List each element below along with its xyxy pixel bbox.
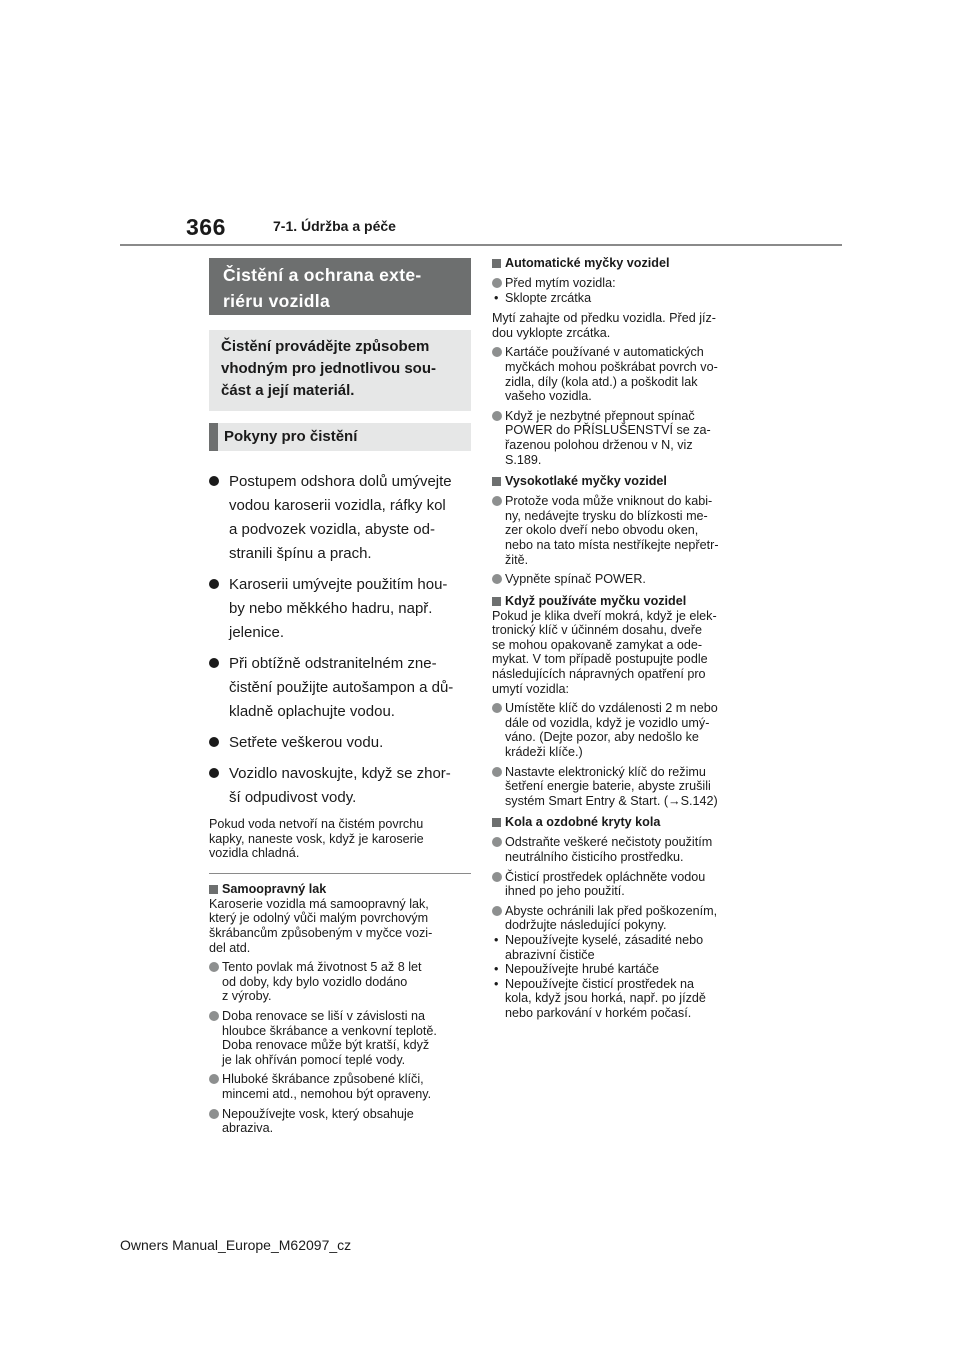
list-item-line: je lak ohříván pomocí teplé vody. bbox=[222, 1052, 406, 1067]
list-item bbox=[492, 765, 760, 809]
list-item-line: čistění použijte autošampon a dů- bbox=[229, 679, 454, 696]
square-bullet-icon bbox=[209, 885, 218, 894]
auto-wash-title: Automatické myčky vozidel bbox=[505, 256, 670, 270]
list-item bbox=[492, 494, 760, 567]
para-line: mykat. V tom případě postupujte podle bbox=[492, 652, 708, 667]
list-item bbox=[209, 731, 471, 755]
list-item bbox=[209, 1072, 471, 1101]
header-rule bbox=[120, 244, 842, 246]
wax-note bbox=[209, 817, 471, 861]
list-item bbox=[209, 573, 471, 645]
para-line: Karoserie vozidla má samoopravný lak, bbox=[209, 896, 429, 911]
list-item-line: Nastavte elektronický klíč do režimu bbox=[505, 764, 706, 779]
list-item-line: Doba renovace může být kratší, když bbox=[222, 1038, 430, 1053]
list-item-line: by nebo měkkého hadru, např. bbox=[229, 600, 433, 617]
list-item bbox=[209, 1107, 471, 1136]
car-wash-use-title: Když používáte myčku vozidel bbox=[505, 593, 687, 608]
list-item bbox=[492, 870, 760, 899]
list-item-line: jelenice. bbox=[229, 624, 285, 641]
auto-wash-heading bbox=[492, 256, 760, 271]
list-item-line: Protože voda může vniknout do kabi- bbox=[505, 494, 713, 509]
list-item-line: ny, nedávejte trysku do blízkosti me- bbox=[505, 508, 708, 523]
list-item-line: a podvozek vozidla, abyste od- bbox=[229, 521, 435, 538]
para-line: del atd. bbox=[209, 940, 251, 955]
page-number: 366 bbox=[186, 214, 226, 240]
list-item-line: hloubce škrábance a venkovní teplotě. bbox=[222, 1023, 437, 1038]
square-bullet-icon bbox=[492, 597, 501, 606]
para-line: který je odolný vůči malým povrchovým bbox=[209, 911, 429, 926]
list-item-line: dále od vozidla, když je vozidlo umý- bbox=[505, 715, 710, 730]
dash-item-line: Nepoužívejte čisticí prostředek na bbox=[505, 976, 694, 991]
bullet-icon bbox=[492, 703, 502, 713]
para-line: následujících nápravných opatření pro bbox=[492, 667, 706, 682]
dash-item-line: kola, když jsou horká, např. po jízdě bbox=[505, 991, 706, 1006]
bullet-icon bbox=[492, 837, 502, 847]
cleaning-instructions bbox=[209, 470, 471, 810]
square-bullet-icon bbox=[492, 818, 501, 827]
list-item bbox=[209, 960, 471, 1004]
para-line: škrábancům způsobeným v myčce vozi- bbox=[209, 925, 433, 940]
list-item bbox=[209, 1009, 471, 1067]
section-title-line: Čistění a ochrana exte- bbox=[223, 265, 422, 285]
self-repair-paragraph bbox=[209, 897, 471, 955]
page-reference-link[interactable]: systém Smart Entry & Start. (→S.142) bbox=[505, 793, 718, 808]
wheels-heading bbox=[492, 815, 760, 830]
right-column bbox=[492, 256, 760, 1021]
list-item bbox=[209, 762, 471, 810]
list-item-line: Nepoužívejte vosk, který obsahuje bbox=[222, 1106, 414, 1121]
list-item-line: Umístěte klíč do vzdálenosti 2 m nebo bbox=[505, 701, 718, 716]
para-line: Mytí zahajte od předku vozidla. Před jíz- bbox=[492, 311, 716, 326]
list-item bbox=[492, 904, 760, 933]
intro-line: vhodným pro jednotlivou sou- bbox=[221, 360, 436, 377]
dash-item bbox=[492, 291, 760, 306]
bullet-icon bbox=[492, 278, 502, 288]
dash-item-line: Nepoužívejte kyselé, zásadité nebo bbox=[505, 932, 704, 947]
list-item-line: stranili špínu a prach. bbox=[229, 545, 372, 562]
dash-bullet-icon: • bbox=[494, 932, 499, 947]
list-item-line: ihned po jeho použití. bbox=[505, 884, 625, 899]
list-item-line: vašeho vozidla. bbox=[505, 389, 592, 404]
section-reference: 7-1. Údržba a péče bbox=[273, 218, 396, 234]
list-item-line: neutrálního čisticího prostředku. bbox=[505, 850, 684, 864]
list-item bbox=[492, 572, 760, 587]
dash-item bbox=[492, 962, 760, 977]
intro-line: část a její materiál. bbox=[221, 382, 355, 399]
dash-item-line: nebo parkování v horkém počasí. bbox=[505, 1005, 692, 1020]
list-item bbox=[492, 409, 760, 467]
bullet-icon bbox=[209, 1074, 219, 1084]
dash-item-line: Sklopte zrcátka bbox=[505, 290, 592, 305]
bullet-icon bbox=[492, 574, 502, 584]
list-item-line: Kartáče používané v automatických bbox=[505, 345, 704, 360]
dash-item-line: abrazivní čističe bbox=[505, 947, 595, 962]
list-item-line: Hluboké škrábance způsobené klíči, bbox=[222, 1072, 424, 1087]
dash-bullet-icon: • bbox=[494, 290, 499, 305]
square-bullet-icon bbox=[492, 477, 501, 486]
list-item-line: žitě. bbox=[505, 552, 529, 567]
intro-box bbox=[209, 330, 471, 411]
list-item-line: Doba renovace se liší v závislosti na bbox=[222, 1008, 425, 1023]
list-item-line: Před mytím vozidla: bbox=[505, 276, 616, 290]
list-item-line: Vozidlo navoskujte, když se zhor- bbox=[229, 765, 451, 782]
list-item-line: Abyste ochránili lak před poškozením, bbox=[505, 903, 718, 918]
section-title bbox=[209, 258, 471, 315]
bullet-icon bbox=[209, 1109, 219, 1119]
list-item-line: od doby, kdy bylo vozidlo dodáno bbox=[222, 974, 408, 989]
cleaning-heading bbox=[209, 423, 471, 451]
square-bullet-icon bbox=[492, 259, 501, 268]
note-line: Pokud voda netvoří na čistém povrchu bbox=[209, 817, 424, 831]
list-item bbox=[492, 701, 760, 759]
bullet-icon bbox=[492, 347, 502, 357]
left-column bbox=[209, 258, 471, 1136]
para-line: Pokud je klika dveří mokrá, když je elek- bbox=[492, 608, 717, 623]
list-item bbox=[209, 470, 471, 566]
list-item-line: Setřete veškerou vodu. bbox=[229, 734, 384, 751]
dash-item-line: Nepoužívejte hrubé kartáče bbox=[505, 962, 660, 977]
car-wash-use-heading bbox=[492, 594, 760, 609]
bullet-icon bbox=[492, 411, 502, 421]
cleaning-heading-text: Pokyny pro čistění bbox=[224, 428, 358, 445]
list-item bbox=[492, 345, 760, 403]
bullet-icon bbox=[209, 658, 219, 668]
note-line: vozidla chladná. bbox=[209, 846, 300, 861]
dash-item bbox=[492, 933, 760, 962]
list-item bbox=[492, 835, 760, 864]
note-line: kapky, naneste vosk, když je karoserie bbox=[209, 831, 424, 846]
list-item-line: nebo na tato místa nestříkejte nepřetr- bbox=[505, 537, 719, 552]
list-item-line: Postupem odshora dolů umývejte bbox=[229, 473, 452, 490]
intro-line: Čistění provádějte způsobem bbox=[221, 338, 430, 355]
self-repair-title: Samoopravný lak bbox=[222, 881, 327, 896]
auto-wash-paragraph bbox=[492, 311, 760, 340]
list-item-line: ší odpudivost vody. bbox=[229, 789, 357, 806]
list-item-line: Odstraňte veškeré nečistoty použitím bbox=[505, 835, 713, 850]
list-item-line: mincemi atd., nemohou být opraveny. bbox=[222, 1086, 432, 1101]
bullet-icon bbox=[492, 767, 502, 777]
list-item-line: abraziva. bbox=[222, 1121, 274, 1136]
list-item-line: krádeži klíče.) bbox=[505, 745, 583, 760]
self-repair-heading bbox=[209, 882, 471, 897]
list-item-line: dodržujte následující pokyny. bbox=[505, 918, 667, 933]
para-line: se mohou opakovaně zamykat a ode- bbox=[492, 637, 703, 652]
list-item-line: Při obtížně odstranitelném zne- bbox=[229, 655, 437, 672]
bullet-icon bbox=[492, 872, 502, 882]
list-item-line: myčkách mohou poškrábat povrch vo- bbox=[505, 359, 718, 374]
list-item-line: šetření energie baterie, abyste zrušili bbox=[505, 779, 711, 794]
bullet-icon bbox=[209, 1011, 219, 1021]
list-item-line: váno. (Dejte pozor, aby nedošlo ke bbox=[505, 730, 699, 745]
car-wash-use-paragraph bbox=[492, 609, 760, 697]
pressure-wash-title: Vysokotlaké myčky vozidel bbox=[505, 474, 667, 489]
list-item-line: zer okolo dveří nebo obvodu oken, bbox=[505, 523, 699, 538]
list-item-line: z výroby. bbox=[222, 989, 272, 1004]
divider bbox=[209, 873, 471, 874]
footer-text: Owners Manual_Europe_M62097_cz bbox=[120, 1237, 352, 1253]
list-item-line: řazenou polohou drženou v N, viz bbox=[505, 437, 693, 452]
bullet-icon bbox=[209, 476, 219, 486]
bullet-icon bbox=[492, 496, 502, 506]
dash-item bbox=[492, 977, 760, 1021]
list-item-line: zidla, díly (kola atd.) a poškodit lak bbox=[505, 374, 698, 389]
dash-bullet-icon: • bbox=[494, 976, 499, 991]
list-item-line: S.189. bbox=[505, 452, 542, 467]
para-line: dou vyklopte zrcátka. bbox=[492, 325, 611, 340]
para-line: umytí vozidla: bbox=[492, 681, 569, 696]
bullet-icon bbox=[209, 768, 219, 778]
list-item-line: POWER do PŘÍSLUŠENSTVÍ se za- bbox=[505, 423, 711, 438]
list-item-line: Když je nezbytné přepnout spínač bbox=[505, 408, 695, 423]
wheels-title: Kola a ozdobné kryty kola bbox=[505, 815, 661, 830]
bullet-icon bbox=[209, 737, 219, 747]
list-item-line: vodou karoserii vozidla, ráfky kol bbox=[229, 497, 446, 514]
section-title-line: riéru vozidla bbox=[223, 291, 330, 311]
list-item-line: Tento povlak má životnost 5 až 8 let bbox=[222, 960, 422, 975]
dash-bullet-icon: • bbox=[494, 962, 499, 977]
list-item-line: Čisticí prostředek opláchněte vodou bbox=[505, 869, 706, 884]
para-line: tronický klíč v účinném dosahu, dveře bbox=[492, 623, 702, 638]
list-item-line: kladně oplachujte vodou. bbox=[229, 703, 395, 720]
bullet-icon bbox=[209, 579, 219, 589]
bullet-icon bbox=[209, 962, 219, 972]
list-item bbox=[492, 276, 760, 291]
list-item-line: Vypněte spínač POWER. bbox=[505, 572, 646, 587]
list-item-line: Karoserii umývejte použitím hou- bbox=[229, 576, 448, 593]
bullet-icon bbox=[492, 906, 502, 916]
list-item bbox=[209, 652, 471, 724]
pressure-wash-heading bbox=[492, 474, 760, 489]
